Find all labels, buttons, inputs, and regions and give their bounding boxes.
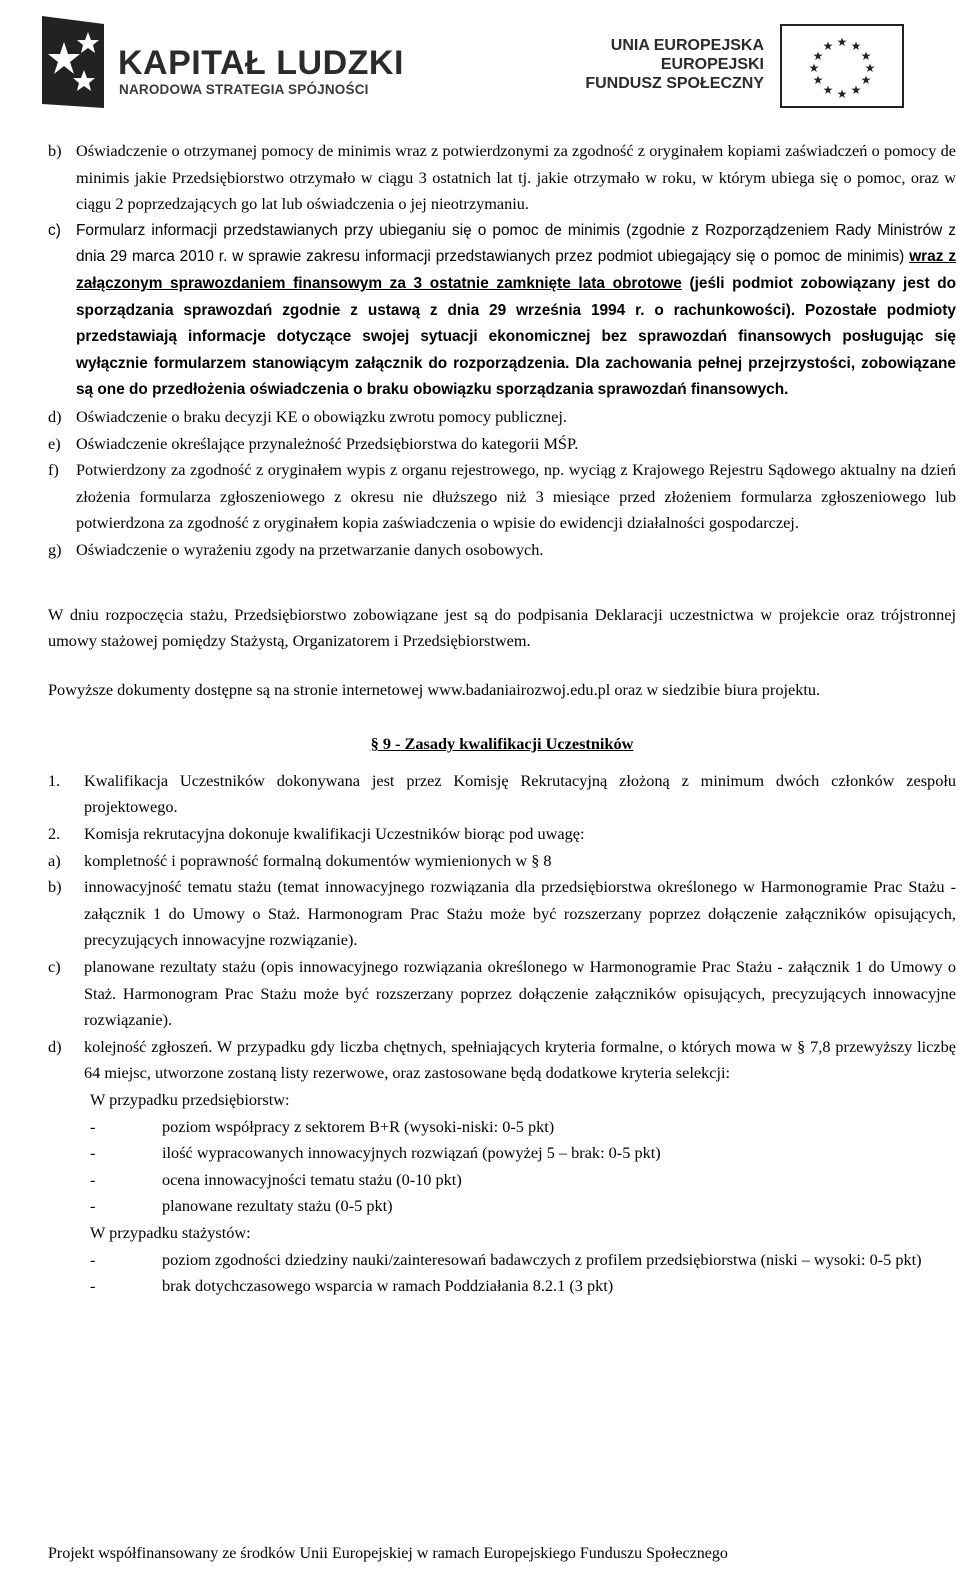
document-body bbox=[48, 138, 956, 1300]
list-text: Oświadczenie o wyrażeniu zgody na przetwarzanie danych osobowych. bbox=[76, 539, 544, 559]
svg-text:★: ★ bbox=[850, 83, 862, 97]
list-marker: d) bbox=[48, 406, 62, 426]
svg-text:★: ★ bbox=[860, 73, 872, 87]
dash-marker: - bbox=[90, 1143, 96, 1163]
eu-line-2: EUROPEJSKI bbox=[660, 56, 764, 73]
criteria-text: poziom współpracy z sektorem B+R (wysoki-niski: 0-5 pkt) bbox=[162, 1116, 555, 1136]
list-text: Potwierdzony za zgodność z oryginałem wypis z organu rejestrowego, np. wyciąg z Krajowego Rejestru Sądowego aktualny na dzień złożenia formularza zgłoszeniowego z okresu nie dłuższego niż 3 miesiące przed złożeniem formularza zgłoszeniowego lub potwierdzona za zgodność z oryginałem kopia zaświadczenia o wpisie do ewidencji działalności gospodarczej. bbox=[76, 460, 956, 533]
list-marker: e) bbox=[48, 433, 61, 453]
criteria-item bbox=[48, 1273, 956, 1300]
dash-marker: - bbox=[90, 1116, 96, 1136]
list-text: Oświadczenie o braku decyzji KE o obowiązku zwrotu pomocy publicznej. bbox=[76, 406, 567, 426]
svg-text:★: ★ bbox=[860, 49, 872, 63]
svg-text:★: ★ bbox=[850, 39, 862, 53]
page-header bbox=[0, 0, 960, 120]
dash-marker: - bbox=[90, 1276, 96, 1296]
criteria-text: brak dotychczasowego wsparcia w ramach Poddziałania 8.2.1 (3 pkt) bbox=[162, 1276, 614, 1296]
list-item bbox=[48, 431, 956, 458]
c-text-part1: Formularz informacji przedstawianych przy ubieganiu się o pomoc de minimis (zgodnie z Rozporządzeniem Rady Ministrów z dnia 29 marca 2010 r. w sprawie zakresu informacji przedstawianych przez podmiot ubiegający się o pomoc de minimis) bbox=[76, 221, 956, 266]
dash-marker: - bbox=[90, 1249, 96, 1269]
list-item bbox=[48, 848, 956, 875]
svg-text:★: ★ bbox=[822, 83, 834, 97]
eu-line-1: UNIA EUROPEJSKA bbox=[610, 37, 764, 54]
list-item bbox=[48, 1034, 956, 1087]
list-item bbox=[48, 457, 956, 537]
page-footer: Projekt współfinansowany ze środków Unii Europejskiej w ramach Europejskiego Funduszu Społecznego bbox=[48, 1545, 728, 1562]
criteria-item bbox=[48, 1193, 956, 1220]
svg-text:★: ★ bbox=[808, 61, 820, 75]
list-marker: c) bbox=[48, 957, 61, 977]
list-text: Kwalifikacja Uczestników dokonywana jest przez Komisję Rekrutacyjną złożoną z minimum dwóch członków zespołu projektowego. bbox=[84, 770, 956, 817]
list-text: kolejność zgłoszeń. W przypadku gdy liczba chętnych, spełniających kryteria formalne, o których mowa w § 7,8 przewyższy liczbę 64 miejsc, utworzone zostaną listy rezerwowe, oraz zastosowane będą dodatkowe kryteria selekcji: bbox=[84, 1036, 956, 1083]
eu-flag-icon bbox=[780, 24, 904, 108]
list-item bbox=[48, 874, 956, 954]
list-marker: b) bbox=[48, 877, 62, 897]
criteria-item bbox=[48, 1114, 956, 1141]
list-text: Komisja rekrutacyjna dokonuje kwalifikacji Uczestników biorąc pod uwagę: bbox=[84, 824, 585, 844]
criteria-text: ocena innowacyjności tematu stażu (0-10 pkt) bbox=[162, 1169, 462, 1189]
criteria-text: poziom zgodności dziedziny nauki/zainteresowań badawczych z profilem przedsiębiorstwa (niski – wysoki: 0-5 pkt) bbox=[162, 1249, 922, 1269]
criteria-item bbox=[48, 1167, 956, 1194]
list-text: Oświadczenie o otrzymanej pomocy de minimis wraz z potwierdzonymi za zgodność z oryginałem kopiami zaświadczeń o pomocy de minimis jakie Przedsiębiorstwo otrzymało w ciągu 3 ostatnich lat tj. jakie otrzymało w roku, w którym ubiega się o pomoc, oraz w ciągu 2 poprzedzających go lat lub oświadczenia o jej nieotrzymaniu. bbox=[76, 141, 956, 214]
list-marker: a) bbox=[48, 850, 61, 870]
svg-text:★: ★ bbox=[812, 73, 824, 87]
criteria-text: planowane rezultaty stażu (0-5 pkt) bbox=[162, 1196, 393, 1216]
list-item bbox=[48, 404, 956, 431]
dash-marker: - bbox=[90, 1196, 96, 1216]
svg-text:★: ★ bbox=[822, 39, 834, 53]
list-item bbox=[48, 537, 956, 564]
kapital-ludzki-title: KAPITAŁ LUDZKI bbox=[118, 44, 404, 82]
svg-text:★: ★ bbox=[836, 35, 848, 49]
criteria-text: ilość wypracowanych innowacyjnych rozwiązań (powyżej 5 – brak: 0-5 pkt) bbox=[162, 1143, 661, 1163]
list-text bbox=[76, 218, 956, 404]
list-text: planowane rezultaty stażu (opis innowacyjnego rozwiązania określonego w Harmonogramie Prac Stażu - załącznik 1 do Umowy o Staż. Harmonogram Prac Stażu może być rozszerzany poprzez dołączenie załączników opisujących, precyzujących innowacyjne rozwiązanie). bbox=[84, 957, 956, 1030]
paragraph-declaration: W dniu rozpoczęcia stażu, Przedsiębiorstwo zobowiązane jest są do podpisania Deklaracji uczestnictwa w projekcie oraz trójstronnej umowy stażowej pomiędzy Stażystą, Organizatorem i Przedsiębiorstwem. bbox=[48, 604, 956, 651]
list-marker: d) bbox=[48, 1036, 62, 1056]
section-heading: § 9 - Zasady kwalifikacji Uczestników bbox=[370, 734, 634, 754]
dash-marker: - bbox=[90, 1169, 96, 1189]
list-item bbox=[48, 138, 956, 218]
criteria-interns-heading: W przypadku stażystów: bbox=[90, 1222, 251, 1242]
c-text-underlined: wraz z załączonym sprawozdaniem finansowym za 3 ostatnie zamknięte lata obrotowe bbox=[76, 248, 957, 292]
list-marker: 1. bbox=[48, 770, 61, 790]
criteria-item bbox=[48, 1247, 956, 1274]
criteria-firms-heading: W przypadku przedsiębiorstw: bbox=[90, 1090, 290, 1109]
list-item bbox=[48, 954, 956, 1034]
list-marker: f) bbox=[48, 460, 59, 480]
list-item bbox=[48, 768, 956, 821]
list-marker: g) bbox=[48, 539, 62, 559]
c-text-bold: (jeśli podmiot zobowiązany jest do sporządzania sprawozdań zgodnie z ustawą z dnia 29 września 1994 r. o rachunkowości). Pozostałe podmioty przedstawiają informacje dotyczące swojej sytuacji ekonomicznej bez sprawozdań finansowych posługując się wyłącznie formularzem stanowiącym załącznik do rozporządzenia. Dla zachowania pełnej przejrzystości, zobowiązane są one do przedłożenia oświadczenia o braku obowiązku sporządzania sprawozdań finansowych. bbox=[76, 274, 957, 399]
list-marker: 2. bbox=[48, 824, 61, 844]
eu-line-3: FUNDUSZ SPOŁECZNY bbox=[585, 75, 764, 92]
svg-text:★: ★ bbox=[812, 49, 824, 63]
list-marker: c) bbox=[48, 221, 61, 239]
list-item bbox=[48, 821, 956, 848]
list-marker: b) bbox=[48, 141, 62, 160]
list-item bbox=[48, 218, 956, 404]
svg-text:★: ★ bbox=[864, 61, 876, 75]
list-text: innowacyjność tematu stażu (temat innowacyjnego rozwiązania dla przedsiębiorstwa określonego w Harmonogramie Prac Stażu - załącznik 1 do Umowy o Staż. Harmonogram Prac Stażu może być rozszerzany poprzez dołączenie załączników opisujących, precyzujących innowacyjne rozwiązanie). bbox=[84, 877, 956, 950]
list-text: Oświadczenie określające przynależność Przedsiębiorstwa do kategorii MŚP. bbox=[76, 433, 579, 453]
paragraph-documents: Powyższe dokumenty dostępne są na stronie internetowej www.badaniairozwoj.edu.pl oraz w siedzibie biura projektu. bbox=[48, 679, 821, 699]
kapital-ludzki-logo-icon bbox=[38, 10, 108, 110]
list-text: kompletność i poprawność formalną dokumentów wymienionych w § 8 bbox=[84, 850, 552, 870]
eu-fund-label bbox=[585, 36, 764, 93]
criteria-item bbox=[48, 1140, 956, 1167]
kapital-ludzki-subtitle: NARODOWA STRATEGIA SPÓJNOŚCI bbox=[119, 82, 369, 97]
svg-text:★: ★ bbox=[836, 87, 848, 101]
